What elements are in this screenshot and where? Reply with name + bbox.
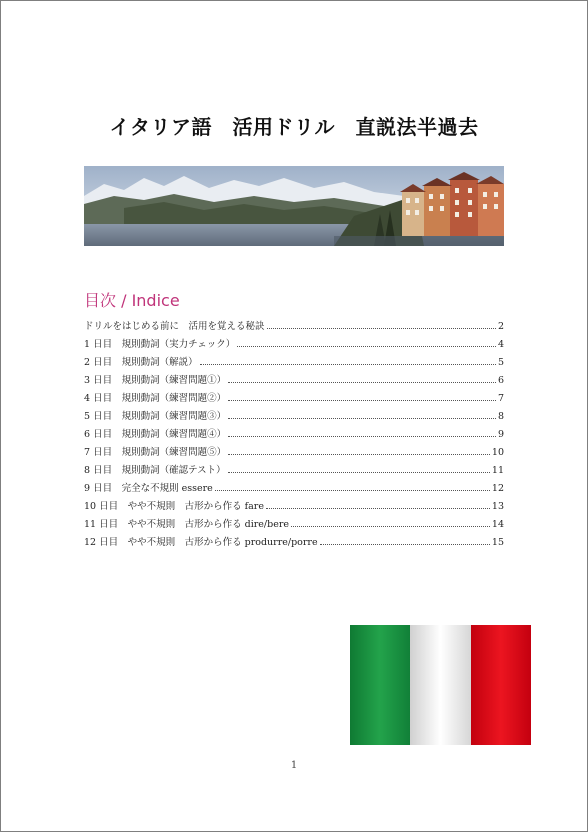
table-of-contents (84, 318, 504, 552)
toc-entry-label: 7 日目 規則動詞（練習問題⑤） (84, 447, 227, 458)
toc-entry[interactable] (84, 498, 504, 516)
flag-white-stripe (410, 625, 471, 745)
toc-entry-page: 13 (491, 501, 504, 512)
toc-leader-dots (228, 418, 496, 419)
toc-entry-label: 11 日目 やや不規則 古形から作る dire/bere (84, 519, 289, 530)
toc-entry-page: 9 (497, 429, 504, 440)
toc-entry-label: 6 日目 規則動詞（練習問題④） (84, 429, 227, 440)
toc-entry-label: 2 日目 規則動詞（解説） (84, 357, 198, 368)
toc-entry-page: 12 (491, 483, 504, 494)
toc-entry-page: 11 (491, 465, 504, 476)
page-number: 1 (290, 760, 298, 771)
toc-entry-page: 5 (497, 357, 504, 368)
toc-entry-page: 6 (497, 375, 504, 386)
toc-entry[interactable] (84, 354, 504, 372)
toc-entry[interactable] (84, 516, 504, 534)
toc-leader-dots (228, 382, 496, 383)
toc-entry[interactable] (84, 336, 504, 354)
toc-entry[interactable] (84, 372, 504, 390)
toc-leader-dots (228, 436, 496, 437)
toc-entry[interactable] (84, 462, 504, 480)
toc-leader-dots (228, 454, 490, 455)
landscape-illustration (84, 166, 504, 246)
toc-heading: 目次 / Indice (84, 291, 180, 310)
toc-leader-dots (228, 472, 490, 473)
toc-entry-page: 8 (497, 411, 504, 422)
toc-entry[interactable] (84, 408, 504, 426)
toc-entry-label: 3 日目 規則動詞（練習問題①） (84, 375, 227, 386)
toc-entry-label: 1 日目 規則動詞（実力チェック） (84, 339, 236, 350)
toc-leader-dots (200, 364, 496, 365)
flag-red-stripe (471, 625, 531, 745)
toc-leader-dots (267, 328, 496, 329)
flag-green-stripe (350, 625, 410, 745)
toc-entry-page: 7 (497, 393, 504, 404)
toc-entry-label: 8 日目 規則動詞（確認テスト） (84, 465, 226, 476)
toc-leader-dots (228, 400, 496, 401)
toc-entry-label: 5 日目 規則動詞（練習問題③） (84, 411, 227, 422)
toc-leader-dots (266, 508, 490, 509)
toc-leader-dots (320, 544, 490, 545)
italian-flag (350, 625, 531, 745)
toc-entry-label: 10 日目 やや不規則 古形から作る fare (84, 501, 264, 512)
toc-entry-page: 10 (491, 447, 504, 458)
toc-leader-dots (237, 346, 496, 347)
toc-entry-label: 12 日目 やや不規則 古形から作る produrre/porre (84, 537, 318, 548)
lake-landscape-image (84, 166, 504, 246)
toc-entry[interactable] (84, 390, 504, 408)
toc-entry[interactable] (84, 480, 504, 498)
toc-entry-label: 9 日目 完全な不規則 essere (84, 483, 213, 494)
toc-entry-page: 15 (491, 537, 504, 548)
italian-flag-graphic (350, 625, 531, 745)
toc-leader-dots (215, 490, 490, 491)
toc-entry-page: 14 (491, 519, 504, 530)
toc-entry-page: 4 (497, 339, 504, 350)
document-title: イタリア語 活用ドリル 直説法半過去 (109, 115, 479, 139)
toc-entry[interactable] (84, 426, 504, 444)
toc-entry[interactable] (84, 534, 504, 552)
toc-entry-label: 4 日目 規則動詞（練習問題②） (84, 393, 227, 404)
toc-entry[interactable] (84, 444, 504, 462)
toc-entry-page: 2 (497, 321, 504, 332)
toc-entry-label: ドリルをはじめる前に 活用を覚える秘訣 (84, 321, 265, 332)
toc-entry[interactable] (84, 318, 504, 336)
toc-leader-dots (291, 526, 490, 527)
